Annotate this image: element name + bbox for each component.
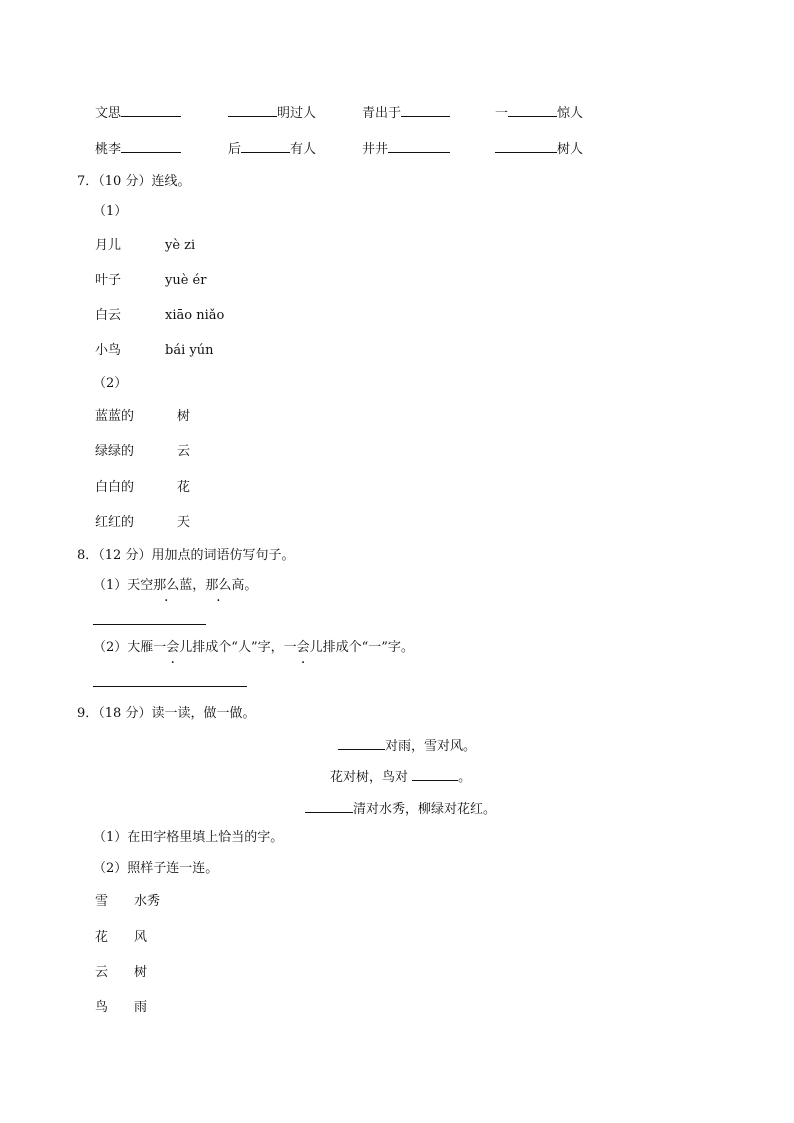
q7-noun-item[interactable]: 树 xyxy=(177,409,191,424)
q9-task-1: （1）在田字格里填上恰当的字。 xyxy=(93,830,284,845)
q7-part2-label: （2） xyxy=(93,376,128,391)
dotted-word: 一会儿 xyxy=(283,640,323,655)
idiom-blank[interactable] xyxy=(228,104,277,117)
idiom-blank[interactable] xyxy=(401,104,450,117)
idiom-2-4: 树人 xyxy=(495,140,583,158)
idiom-2-1: 桃李 xyxy=(95,140,181,158)
q9-match-right[interactable]: 水秀 xyxy=(134,894,161,909)
q7-pinyin-item[interactable]: bái yún xyxy=(165,343,214,358)
q7-pinyin-item[interactable]: xiāo niǎo xyxy=(165,308,225,323)
q9-poem-line-3: 清对水秀，柳绿对花红。 xyxy=(305,800,496,818)
q7-noun-item[interactable]: 天 xyxy=(177,515,191,530)
q7-left-item[interactable]: 小鸟 xyxy=(95,343,122,358)
q7-adj-item[interactable]: 蓝蓝的 xyxy=(95,409,135,424)
idiom-blank[interactable] xyxy=(508,104,557,117)
q7-part1-label: （1） xyxy=(93,204,128,219)
q9-poem-line-2: 花对树，鸟对 。 xyxy=(330,770,472,785)
q7-adj-item[interactable]: 白白的 xyxy=(95,480,135,495)
idiom-blank[interactable] xyxy=(388,140,450,153)
q9-heading: 9．（18 分）读一读，做一做。 xyxy=(77,706,256,721)
q7-noun-item[interactable]: 云 xyxy=(177,444,191,459)
q7-pinyin-item[interactable]: yè zi xyxy=(165,238,196,253)
q9-match-right[interactable]: 树 xyxy=(134,965,148,980)
q8-heading: 8．（12 分）用加点的词语仿写句子。 xyxy=(77,548,295,563)
q9-match-left[interactable]: 鸟 xyxy=(95,1000,109,1015)
q8-answer-line-2[interactable] xyxy=(93,686,247,687)
idiom-2-3: 井井 xyxy=(362,140,450,158)
q7-pinyin-item[interactable]: yuè ér xyxy=(165,273,207,288)
q9-match-left[interactable]: 雪 xyxy=(95,894,109,909)
q8-sentence-2: （2）大雁一会儿排成个“人”字，一会儿排成个“一”字。 xyxy=(93,640,414,655)
q8-sentence-1: （1）天空那么蓝，那么高。 xyxy=(93,578,258,593)
q7-adj-item[interactable]: 红红的 xyxy=(95,515,135,530)
q9-poem-line-1: 对雨，雪对风。 xyxy=(338,737,476,755)
q7-adj-item[interactable]: 绿绿的 xyxy=(95,444,135,459)
poem-blank[interactable] xyxy=(338,737,385,750)
q7-left-item[interactable]: 叶子 xyxy=(95,273,122,288)
q9-task-2: （2）照样子连一连。 xyxy=(93,861,219,876)
q7-noun-item[interactable]: 花 xyxy=(177,480,191,495)
poem-blank[interactable] xyxy=(305,800,353,813)
q9-match-left[interactable]: 花 xyxy=(95,930,109,945)
idiom-blank[interactable] xyxy=(241,140,290,153)
idiom-2-2: 后 有人 xyxy=(228,142,317,157)
q9-match-left[interactable]: 云 xyxy=(95,965,109,980)
q9-match-right[interactable]: 风 xyxy=(134,930,148,945)
idiom-blank[interactable] xyxy=(495,140,557,153)
dotted-word: 一会儿 xyxy=(153,640,193,655)
idiom-1-2: 明过人 xyxy=(228,104,316,122)
idiom-blank[interactable] xyxy=(121,104,181,117)
q7-left-item[interactable]: 白云 xyxy=(95,308,122,323)
dotted-word: 那么 xyxy=(205,578,232,593)
q7-left-item[interactable]: 月儿 xyxy=(95,238,122,253)
idiom-1-1: 文思 xyxy=(95,104,181,122)
idiom-blank[interactable] xyxy=(121,140,181,153)
idiom-1-3: 青出于 xyxy=(362,104,450,122)
q8-answer-line-1[interactable] xyxy=(93,624,206,625)
q9-match-right[interactable]: 雨 xyxy=(134,1000,148,1015)
poem-blank[interactable] xyxy=(412,768,458,781)
idiom-1-4: 一 惊人 xyxy=(495,106,584,121)
dotted-word: 那么 xyxy=(153,578,180,593)
q7-heading: 7．（10 分）连线。 xyxy=(77,174,191,189)
